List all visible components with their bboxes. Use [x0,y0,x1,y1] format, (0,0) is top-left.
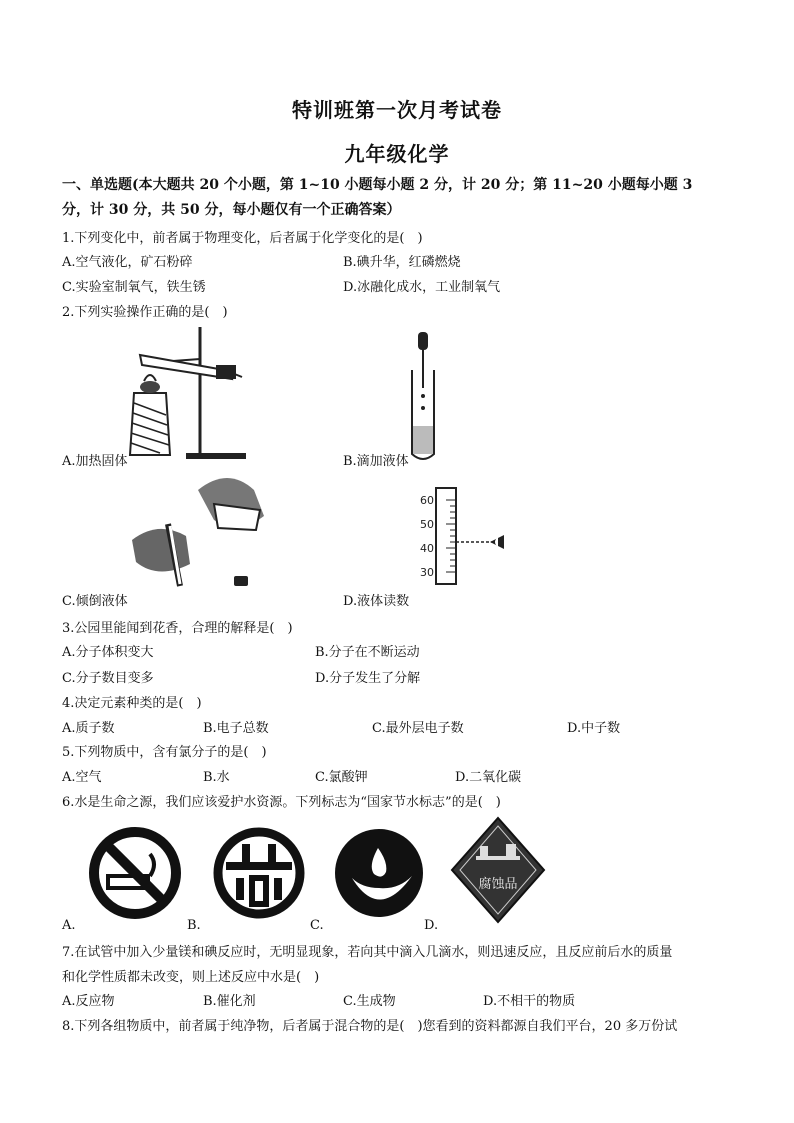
question-2-option-d: D.液体读数 [343,594,410,609]
question-1-option-b: B.碘升华，红磷燃烧 [343,255,461,270]
graduated-cylinder-figure [418,488,508,586]
cylinder-tick-30: 30 [420,566,434,579]
page-subtitle: 九年级化学 [344,142,450,166]
cylinder-tick-50: 50 [420,518,434,531]
heating-solid-figure [120,325,250,465]
question-1-option-d: D.冰融化成水，工业制氧气 [343,280,501,295]
question-6-option-c: C. [310,918,324,933]
question-1-option-c: C.实验室制氧气，铁生锈 [62,280,206,295]
corrosive-sign-icon [450,816,546,928]
question-7-option-b: B.催化剂 [203,994,256,1009]
question-1-option-a: A.空气液化，矿石粉碎 [62,255,193,270]
question-7-option-c: C.生成物 [343,994,396,1009]
question-5-option-b: B.水 [203,770,230,785]
question-5-stem: 5.下列物质中，含有氯分子的是( ) [62,745,267,760]
section-heading-line2: 分，计 30 分，共 50 分，每小题仅有一个正确答案） [62,202,401,218]
question-4-option-b: B.电子总数 [203,721,269,736]
question-3-option-a: A.分子体积变大 [62,645,154,660]
question-5-option-a: A.空气 [62,770,102,785]
question-4-option-c: C.最外层电子数 [372,721,464,736]
question-6-stem: 6.水是生命之源，我们应该爱护水资源。下列标志为“国家节水标志”的是( ) [62,795,501,810]
question-7-stem-line2: 和化学性质都未改变，则上述反应中水是( ) [62,970,320,985]
question-1-stem: 1.下列变化中，前者属于物理变化，后者属于化学变化的是( ) [62,231,423,246]
cylinder-tick-60: 60 [420,494,434,507]
water-saving-sign-icon [212,826,306,920]
question-3-stem: 3.公园里能闻到花香，合理的解释是( ) [62,621,293,636]
dropping-liquid-figure [408,330,438,462]
question-3-option-c: C.分子数目变多 [62,671,154,686]
question-2-stem: 2.下列实验操作正确的是( ) [62,305,228,320]
question-3-option-d: D.分子发生了分解 [315,671,421,686]
pouring-liquid-figure [128,470,268,590]
question-6-option-d: D. [424,918,439,933]
water-drop-sign-icon [332,826,426,920]
question-6-option-b: B. [187,918,201,933]
question-2-option-b: B.滴加液体 [343,454,409,469]
question-7-stem-line1: 7.在试管中加入少量镁和碘反应时，无明显现象，若向其中滴入几滴水，则迅速反应，且反应前后水的质量 [62,945,673,960]
question-7-option-a: A.反应物 [62,994,115,1009]
question-5-option-d: D.二氧化碳 [455,770,522,785]
question-4-option-a: A.质子数 [62,721,115,736]
question-6-option-a: A. [62,918,76,933]
section-heading-line1: 一、单选题(本大题共 20 个小题，第 1~10 小题每小题 2 分，计 20 分；第 11~20 小题每小题 3 [62,177,693,193]
question-2-option-c: C.倾倒液体 [62,594,128,609]
question-2-option-a: A.加热固体 [62,454,128,469]
question-4-stem: 4.决定元素种类的是( ) [62,696,202,711]
question-4-option-d: D.中子数 [567,721,621,736]
question-7-option-d: D.不相干的物质 [483,994,576,1009]
no-smoking-sign-icon [88,826,182,920]
corrosive-sign-label: 腐蚀品 [478,877,518,892]
question-5-option-c: C.氯酸钾 [315,770,368,785]
question-8-stem: 8.下列各组物质中，前者属于纯净物，后者属于混合物的是( )您看到的资料都源自我们平台，20 多万份试 [62,1019,678,1034]
question-3-option-b: B.分子在不断运动 [315,645,420,660]
cylinder-tick-40: 40 [420,542,434,555]
page-title: 特训班第一次月考试卷 [292,98,502,122]
